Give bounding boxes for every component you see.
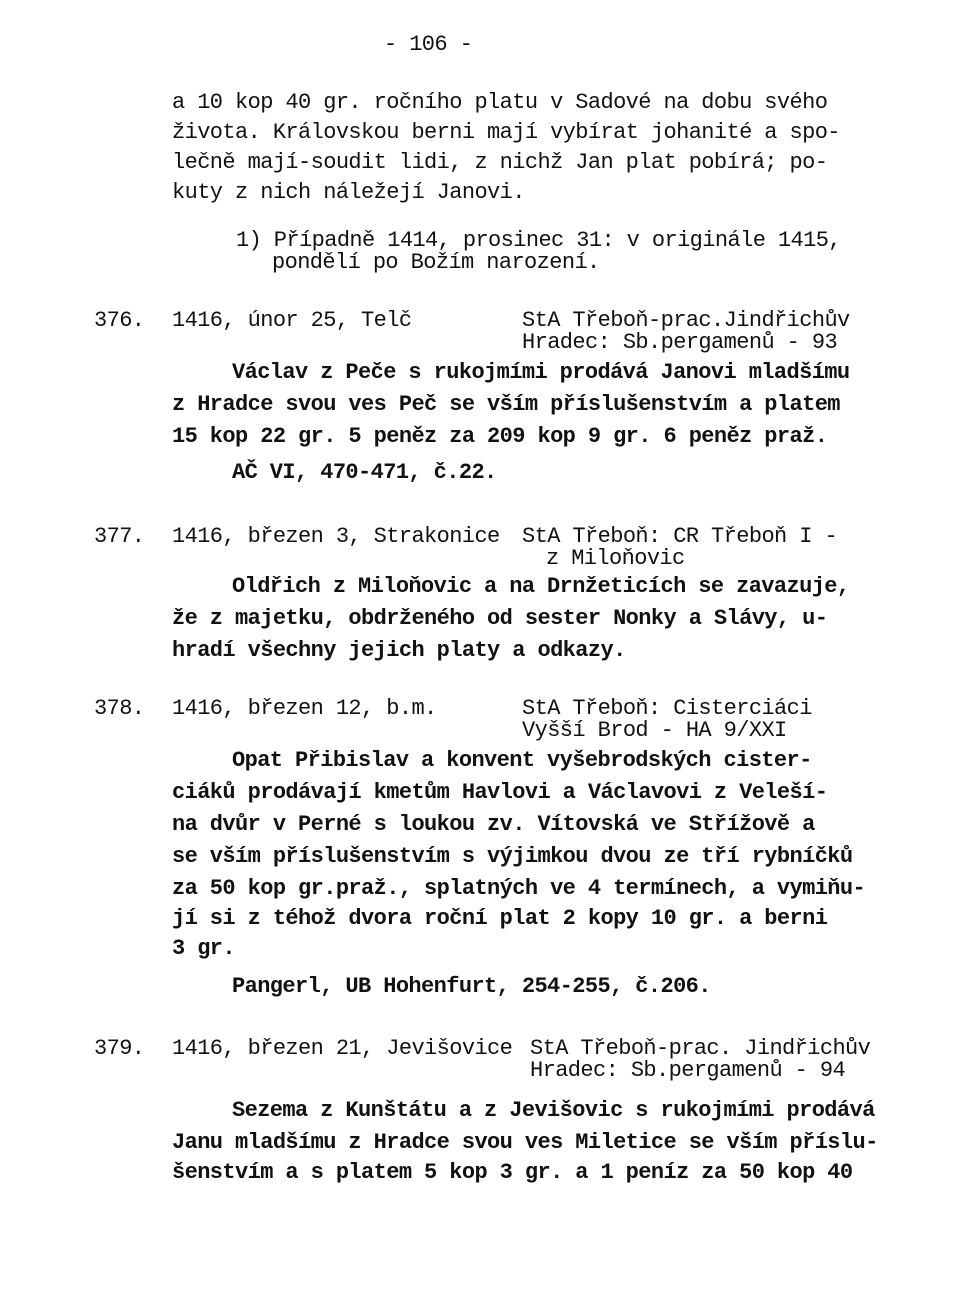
entry-text-line: jí si z téhož dvora roční plat 2 kopy 10 gr. a berni xyxy=(172,906,828,931)
intro-line: a 10 kop 40 gr. ročního platu v Sadové na dobu svého xyxy=(172,90,828,115)
entry-source: StA Třeboň: Cisterciáci xyxy=(522,696,812,721)
entry-number: 379. xyxy=(94,1036,145,1061)
entry-text-line: za 50 kop gr.praž., splatných ve 4 termínech, a vymiňu- xyxy=(172,876,866,901)
entry-source: StA Třeboň: CR Třeboň I - xyxy=(522,524,838,549)
entry-text-line: že z majetku, obdrženého od sester Nonky a Slávy, u- xyxy=(172,606,828,631)
entry-source: Vyšší Brod - HA 9/XXI xyxy=(522,718,787,743)
page-number: - 106 - xyxy=(384,32,473,57)
entry-text-line: hradí všechny jejich platy a odkazy. xyxy=(172,638,626,663)
entry-date: 1416, březen 21, Jevišovice xyxy=(172,1036,513,1061)
entry-source: z Miloňovic xyxy=(546,546,685,571)
intro-line: lečně mají-soudit lidi, z nichž Jan plat pobírá; po- xyxy=(172,150,828,175)
entry-reference: Pangerl, UB Hohenfurt, 254-255, č.206. xyxy=(232,974,711,999)
entry-date: 1416, únor 25, Telč xyxy=(172,308,412,333)
footnote-line: 1) Případně 1414, prosinec 31: v originále 1415, xyxy=(236,228,841,253)
entry-source: Hradec: Sb.pergamenů - 94 xyxy=(530,1058,846,1083)
entry-number: 376. xyxy=(94,308,145,333)
entry-text-line: šenstvím a s platem 5 kop 3 gr. a 1 peníz za 50 kop 40 xyxy=(172,1160,853,1185)
entry-text-line: se vším příslušenstvím s výjimkou dvou ze tří rybníčků xyxy=(172,844,853,869)
entry-text-line: Opat Přibislav a konvent vyšebrodských cister- xyxy=(232,748,812,773)
intro-line: kuty z nich náležejí Janovi. xyxy=(172,180,525,205)
entry-text-line: Sezema z Kunštátu a z Jevišovic s rukojmími prodává xyxy=(232,1098,875,1123)
entry-source: Hradec: Sb.pergamenů - 93 xyxy=(522,330,838,355)
entry-text-line: Václav z Peče s rukojmími prodává Janovi mladšímu xyxy=(232,360,850,385)
entry-text-line: 3 gr. xyxy=(172,936,236,961)
footnote-line: pondělí po Božím narození. xyxy=(272,250,600,275)
entry-text-line: 15 kop 22 gr. 5 peněz za 209 kop 9 gr. 6 peněz praž. xyxy=(172,424,828,449)
entry-text-line: z Hradce svou ves Peč se vším příslušenstvím a platem xyxy=(172,392,840,417)
entry-text-line: Oldřich z Miloňovic a na Drnžeticích se zavazuje, xyxy=(232,574,850,599)
entry-number: 377. xyxy=(94,524,145,549)
entry-text-line: Janu mladšímu z Hradce svou ves Miletice se vším příslu- xyxy=(172,1130,878,1155)
entry-date: 1416, březen 12, b.m. xyxy=(172,696,437,721)
entry-text-line: na dvůr v Perné s loukou zv. Vítovská ve Střížově a xyxy=(172,812,815,837)
entry-reference: AČ VI, 470-471, č.22. xyxy=(232,460,497,485)
entry-date: 1416, březen 3, Strakonice xyxy=(172,524,500,549)
entry-source: StA Třeboň-prac.Jindřichův xyxy=(522,308,850,333)
entry-text-line: ciáků prodávají kmetům Havlovi a Václavovi z Veleší- xyxy=(172,780,828,805)
entry-source: StA Třeboň-prac. Jindřichův xyxy=(530,1036,871,1061)
intro-line: života. Královskou berni mají vybírat johanité a spo- xyxy=(172,120,840,145)
entry-number: 378. xyxy=(94,696,145,721)
